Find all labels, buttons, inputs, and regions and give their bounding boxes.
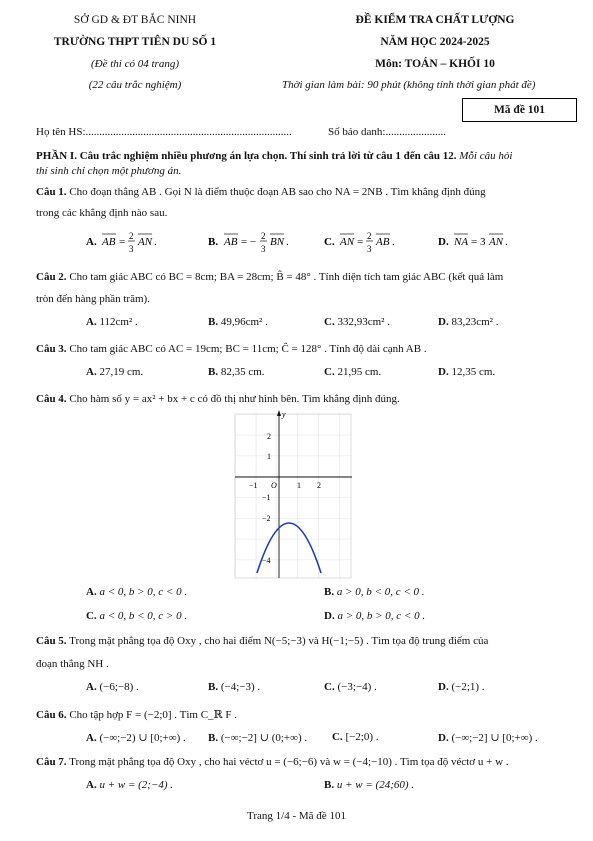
question-4 (36, 392, 400, 407)
svg-text:B.: B. (208, 236, 219, 248)
q2-option-a[interactable]: A. 112cm² . (86, 316, 138, 328)
option-text: u + w = (24;60) . (336, 779, 415, 791)
y-axis-label: y (282, 410, 286, 419)
part1-instructions (36, 149, 566, 164)
q4-option-c[interactable]: C. a < 0, b < 0, c > 0 . (86, 610, 188, 622)
q4-option-b[interactable]: B. a > 0, b < 0, c < 0 . (324, 586, 425, 598)
svg-text:AN: AN (138, 236, 153, 248)
subject: Môn: TOÁN – KHỐI 10 (375, 58, 495, 70)
svg-text:.: . (154, 236, 157, 248)
q1-option-a[interactable] (86, 231, 157, 254)
option-text: (−∞;−2) ∪ [0;+∞) . (99, 732, 186, 744)
question-label: Câu 1. (36, 186, 67, 198)
question-2 (36, 270, 503, 285)
option-text: 82,35 cm. (220, 366, 265, 378)
svg-text:2: 2 (261, 231, 266, 241)
question-1-options (86, 228, 566, 258)
option-text: (−∞;−2] ∪ (0;+∞) . (220, 732, 308, 744)
tick-y-neg2: −2 (262, 514, 271, 523)
question-3 (36, 342, 427, 357)
question-1-line2: trong các khẳng định nào sau. (36, 207, 168, 219)
svg-text:AB: AB (102, 236, 116, 248)
question-1 (36, 185, 486, 200)
option-text: (−6;−8) . (99, 681, 139, 693)
question-label: Câu 4. (36, 393, 67, 405)
question-text: Trong mặt phẳng tọa độ Oxy , cho hai véctơ u = (−6;−6) và w = (−4;−10) . Tìm tọa độ véctơ u + w . (69, 756, 509, 768)
q5-option-a[interactable]: A. (−6;−8) . (86, 681, 139, 693)
q6-option-d[interactable]: D. (−∞;−2] ∪ [0;+∞) . (438, 732, 538, 744)
svg-text:A.: A. (86, 236, 97, 248)
svg-text:NA: NA (454, 236, 469, 248)
svg-text:BN: BN (270, 236, 285, 248)
question-text: Cho tam giác ABC có BC = 8cm; BA = 28cm; B̂ = 48° . Tính diện tích tam giác ABC (kết quả làm (69, 271, 504, 283)
svg-text:2: 2 (367, 231, 372, 241)
svg-text:3: 3 (367, 244, 372, 254)
option-text: (−2;1) . (451, 681, 485, 693)
tick-x-1: 1 (297, 481, 301, 490)
school-year: NĂM HỌC 2024-2025 (380, 36, 490, 48)
option-text: (−3;−4) . (337, 681, 377, 693)
graph-grid (235, 414, 351, 578)
tick-y-neg1: −1 (262, 493, 271, 502)
question-label: Câu 5. (36, 635, 67, 647)
question-text: Cho tập hợp F = (−2;0] . Tìm C_ℝ F . (69, 709, 238, 721)
q2-option-d[interactable]: D. 83,23cm² . (438, 316, 499, 328)
option-text: 12,35 cm. (451, 366, 496, 378)
q5-option-d[interactable]: D. (−2;1) . (438, 681, 485, 693)
q7-option-a[interactable]: A. u + w = (2;−4) . (86, 779, 174, 791)
svg-text:2: 2 (129, 231, 134, 241)
svg-text:3: 3 (129, 244, 134, 254)
tick-y-2: 2 (267, 432, 271, 441)
q2-option-c[interactable]: C. 332,93cm² . (324, 316, 390, 328)
question-label: Câu 7. (36, 756, 67, 768)
option-text: 83,23cm² (451, 316, 493, 328)
origin-label: O (271, 481, 277, 490)
option-text: a > 0, b > 0, c < 0 . (337, 610, 426, 622)
q4-option-a[interactable]: A. a < 0, b > 0, c < 0 . (86, 586, 188, 598)
option-text: u + w = (2;−4) . (99, 779, 174, 791)
question-count-note: (22 câu trắc nghiệm) (88, 79, 182, 91)
exam-code-box: Mã đề 101 (462, 98, 577, 122)
question-6 (36, 708, 237, 723)
question-label: Câu 2. (36, 271, 67, 283)
page-footer: Trang 1/4 - Mã đề 101 (247, 810, 346, 822)
svg-text:AN: AN (340, 236, 355, 248)
q5-option-c[interactable]: C. (−3;−4) . (324, 681, 377, 693)
question-7 (36, 755, 509, 770)
option-text: 49,96cm² (220, 316, 263, 328)
q3-option-c[interactable]: C. 21,95 cm. (324, 366, 382, 378)
svg-text:.: . (505, 236, 508, 248)
q2-option-b[interactable]: B. 49,96cm² . (208, 316, 268, 328)
option-text: 112cm² (99, 316, 133, 328)
option-text: a > 0, b < 0, c < 0 . (336, 586, 425, 598)
option-text: [−2;0) . (345, 731, 379, 743)
q6-option-c[interactable]: C. [−2;0) . (332, 731, 379, 743)
option-text: a < 0, b < 0, c > 0 . (99, 610, 188, 622)
q5-option-b[interactable]: B. (−4;−3) . (208, 681, 261, 693)
part1-title: PHẦN I. Câu trắc nghiệm nhiều phương án lựa chọn. Thí sinh trả lời từ câu 1 đến câu 12. (36, 150, 457, 162)
svg-text:AB: AB (224, 236, 238, 248)
option-text: (−∞;−2] ∪ [0;+∞) . (451, 732, 538, 744)
svg-text:=: = (357, 236, 364, 248)
q1-option-d[interactable] (438, 234, 508, 248)
svg-text:.: . (392, 236, 395, 248)
tick-y-1: 1 (267, 452, 271, 461)
exam-title: ĐỀ KIỂM TRA CHẤT LƯỢNG (355, 14, 515, 26)
tick-x-2: 2 (317, 481, 321, 490)
svg-text:D.: D. (438, 236, 449, 248)
svg-text:C.: C. (324, 236, 335, 248)
question-label: Câu 6. (36, 709, 67, 721)
question-text: Cho tam giác ABC có AC = 19cm; BC = 11cm; Ĉ = 128° . Tính độ dài cạnh AB . (69, 343, 427, 355)
question-5 (36, 634, 488, 649)
page-count-note: (Đề thi có 04 trang) (91, 58, 179, 70)
dept-name: SỞ GD & ĐT BẮC NINH (73, 14, 197, 26)
q6-option-b[interactable]: B. (−∞;−2] ∪ (0;+∞) . (208, 732, 308, 744)
option-text: 27,19 cm. (99, 366, 144, 378)
time-limit: Thời gian làm bài: 90 phút (không tính thời gian phát đề) (282, 79, 536, 91)
svg-text:AB: AB (376, 236, 390, 248)
question-5-line2: đoạn thẳng NH . (36, 658, 109, 670)
student-number-field: Số báo danh:...................... (328, 126, 446, 138)
question-text: Cho đoạn thẳng AB . Gọi N là điểm thuộc đoạn AB sao cho NA = 2NB . Tìm khẳng định đúng (69, 186, 486, 198)
option-text: 332,93cm² (337, 316, 385, 328)
y-axis-arrow-icon (277, 410, 281, 416)
svg-text:AN: AN (489, 236, 504, 248)
tick-x-neg1: −1 (249, 481, 258, 490)
question-text: Trong mặt phẳng tọa độ Oxy , cho hai điểm N(−5;−3) và H(−1;−5) . Tìm tọa độ trung điểm của (69, 635, 489, 647)
option-text: (−4;−3) . (220, 681, 261, 693)
q7-option-b[interactable]: B. u + w = (24;60) . (324, 779, 415, 791)
q1-option-c[interactable] (324, 231, 395, 254)
parabola-graph (226, 408, 356, 580)
question-label: Câu 3. (36, 343, 67, 355)
svg-text:.: . (286, 236, 289, 248)
svg-text:= 3: = 3 (471, 236, 486, 248)
part1-note: Mỗi câu hỏi (459, 150, 513, 162)
option-text: 21,95 cm. (337, 366, 382, 378)
q6-option-a[interactable]: A. (−∞;−2) ∪ [0;+∞) . (86, 732, 186, 744)
q3-option-d[interactable]: D. 12,35 cm. (438, 366, 496, 378)
q1-option-b[interactable] (208, 231, 289, 254)
svg-text:=: = (119, 236, 126, 248)
option-text: a < 0, b > 0, c < 0 . (99, 586, 188, 598)
question-2-line2: tròn đến hàng phần trăm). (36, 293, 150, 305)
part1-note-line2: thí sinh chỉ chọn một phương án. (36, 165, 182, 177)
q3-option-a[interactable]: A. 27,19 cm. (86, 366, 144, 378)
school-name: TRƯỜNG THPT TIÊN DU SỐ 1 (53, 36, 217, 48)
student-name-field: Họ tên HS:........................................................................... (36, 126, 292, 138)
svg-text:3: 3 (261, 244, 266, 254)
q4-option-d[interactable]: D. a > 0, b > 0, c < 0 . (324, 610, 426, 622)
question-text: Cho hàm số y = ax² + bx + c có đồ thị như hình bên. Tìm khẳng định đúng. (69, 393, 400, 405)
q3-option-b[interactable]: B. 82,35 cm. (208, 366, 265, 378)
svg-text:= −: = − (241, 236, 257, 248)
tick-y-neg4: −4 (262, 556, 271, 565)
